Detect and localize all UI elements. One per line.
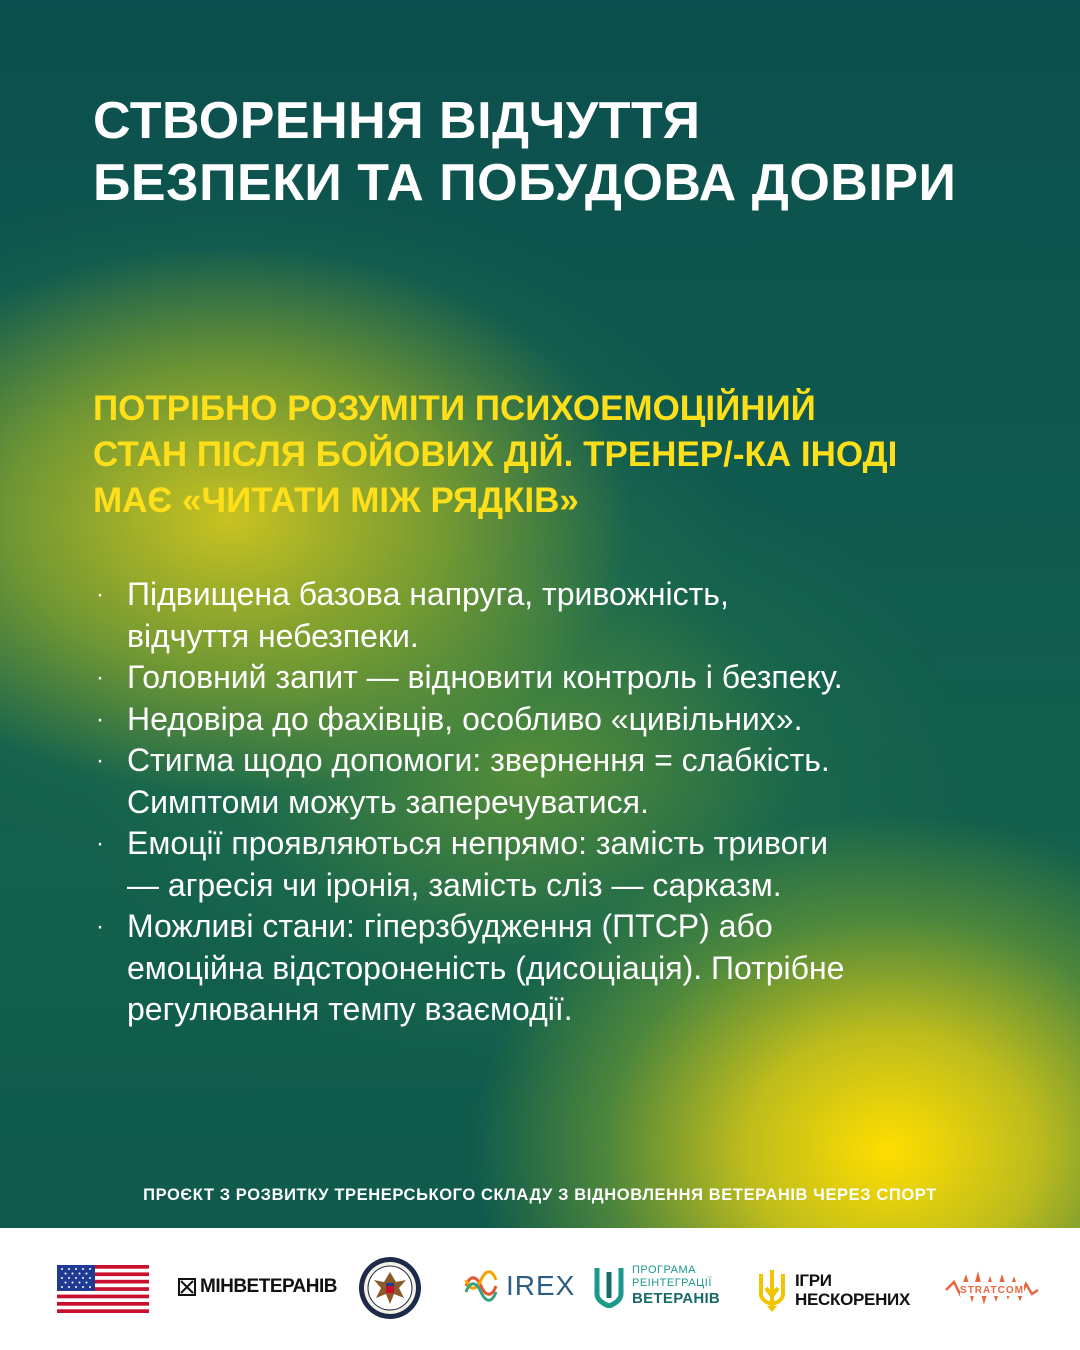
page-title — [93, 90, 1033, 214]
bullet-item — [93, 574, 1023, 657]
irex-logo — [462, 1267, 575, 1305]
state-department-seal-icon — [358, 1256, 422, 1320]
bullet-dot: · — [96, 830, 104, 857]
subtitle-line: ПОТРІБНО РОЗУМІТИ ПСИХОЕМОЦІЙНИЙ — [93, 389, 816, 428]
stratcom-label: STRATCOM — [960, 1285, 1024, 1296]
bullet-text: Емоції проявляються непрямо: замість тривоги — [127, 825, 828, 861]
invictus-label-line: ІГРИ — [795, 1271, 832, 1290]
bullet-text: Можливі стани: гіперзбудження (ПТСР) або — [127, 908, 773, 944]
trident-icon — [757, 1268, 787, 1312]
bullet-item — [93, 740, 1023, 823]
bullet-text: Стигма щодо допомоги: звернення = слабкість. — [127, 742, 830, 778]
irex-label: IREX — [506, 1270, 576, 1301]
program-label-line: ПРОГРАМА — [632, 1264, 696, 1276]
bullet-dot: · — [96, 581, 104, 608]
bullet-dot: · — [96, 705, 104, 733]
invictus-label-line: НЕСКОРЕНИХ — [795, 1290, 911, 1309]
bullet-text: — агресія чи іронія, замість сліз — сарказм. — [127, 866, 782, 903]
bullet-item — [93, 906, 1023, 1031]
bullet-dot: · — [96, 664, 104, 691]
invictus-games-logo — [757, 1268, 910, 1312]
irex-emblem-icon — [462, 1267, 500, 1305]
us-flag-icon — [57, 1265, 149, 1313]
bullet-text: регулювання темпу взаємодії. — [127, 991, 573, 1027]
title-line: БЕЗПЕКИ ТА ПОБУДОВА ДОВІРИ — [93, 154, 957, 212]
program-label-line: РЕІНТЕГРАЦІЇ — [632, 1277, 712, 1289]
bullet-text: Недовіра до фахівців, особливо «цивільних». — [127, 700, 803, 737]
bullet-item — [93, 657, 1023, 699]
bullet-text: емоційна відстороненість (дисоціація). Потрібне — [127, 949, 845, 986]
veterans-reintegration-program-logo — [594, 1264, 720, 1308]
title-line: СТВОРЕННЯ ВІДЧУТТЯ — [93, 92, 701, 150]
bullet-text: Підвищена базова напруга, тривожність, — [127, 576, 729, 612]
partner-logo-bar — [0, 1228, 1080, 1350]
program-emblem-icon — [594, 1264, 624, 1308]
minveteraniv-emblem-icon — [178, 1278, 196, 1296]
stratcom-logo — [944, 1268, 1040, 1312]
bullet-text: відчуття небезпеки. — [127, 617, 419, 654]
minveteraniv-label: МІНВЕТЕРАНІВ — [200, 1276, 337, 1297]
minveteraniv-logo — [178, 1276, 337, 1298]
bullet-list — [93, 574, 1023, 1031]
bullet-dot: · — [96, 913, 104, 940]
bullet-item — [93, 699, 1023, 741]
bullet-dot: · — [96, 747, 104, 774]
subtitle — [93, 386, 1043, 524]
subtitle-line: СТАН ПІСЛЯ БОЙОВИХ ДІЙ. ТРЕНЕР/-КА ІНОДІ — [93, 435, 898, 474]
project-caption: ПРОЄКТ З РОЗВИТКУ ТРЕНЕРСЬКОГО СКЛАДУ З ВІДНОВЛЕННЯ ВЕТЕРАНІВ ЧЕРЕЗ СПОРТ — [143, 1186, 937, 1204]
subtitle-line: МАЄ «ЧИТАТИ МІЖ РЯДКІВ» — [93, 481, 579, 520]
bullet-text: Головний запит — відновити контроль і безпеку. — [127, 659, 843, 695]
bullet-text: Симптоми можуть заперечуватися. — [127, 783, 649, 820]
bullet-item — [93, 823, 1023, 906]
program-label-line: ВЕТЕРАНІВ — [632, 1290, 721, 1307]
